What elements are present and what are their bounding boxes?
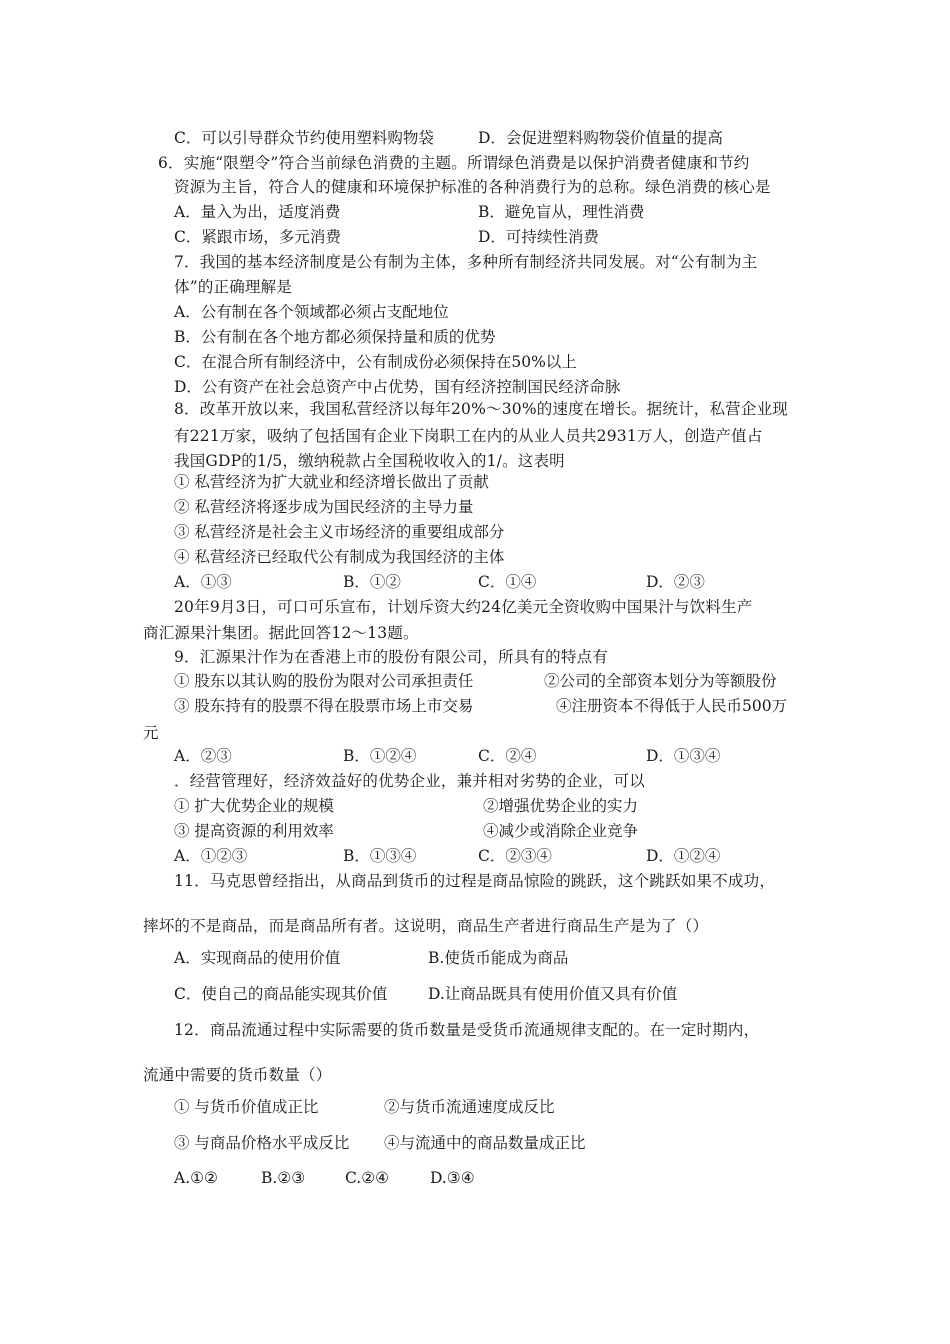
question-7-option-a: A．公有制在各个领域都必须占支配地位 — [174, 303, 449, 321]
question-10-option-d: D．①②④ — [646, 847, 721, 865]
question-9-stem: 9．汇源果汁作为在香港上市的股份有限公司，所具有的特点有 — [174, 648, 608, 666]
question-6-option-b: B．避免盲从，理性消费 — [478, 203, 645, 221]
question-7-option-d: D．公有资产在社会总资产中占优势，国有经济控制国民经济命脉 — [174, 378, 621, 396]
question-10-statement-4: ④减少或消除企业竞争 — [483, 822, 639, 840]
question-6-stem-line-1: 6．实施“限塑令”符合当前绿色消费的主题。所谓绿色消费是以保护消费者健康和节约 — [158, 154, 750, 172]
question-7-option-b: B．公有制在各个地方都必须保持量和质的优势 — [174, 328, 496, 346]
question-12-statement-1: ① 与货币价值成正比 — [174, 1098, 319, 1116]
question-10-option-c: C．②③④ — [478, 847, 552, 865]
question-12-option-a: A.①② — [174, 1169, 218, 1187]
question-8-statement-1: ① 私营经济为扩大就业和经济增长做出了贡献 — [174, 473, 489, 491]
question-12-statement-2: ②与货币流通速度成反比 — [384, 1098, 555, 1116]
question-9-statement-4: ④注册资本不得低于人民币500万 — [556, 697, 788, 715]
question-9-option-b: B．①②④ — [343, 747, 417, 765]
question-11-stem-line-2: 摔坏的不是商品，而是商品所有者。这说明，商品生产者进行商品生产是为了（） — [143, 917, 709, 935]
question-11-option-b: B.使货币能成为商品 — [428, 949, 569, 967]
question-6-option-a: A．量入为出，适度消费 — [174, 203, 341, 221]
question-6-option-d: D．可持续性消费 — [478, 228, 599, 246]
question-8-stem-line-3: 我国GDP的1/5，缴纳税款占全国税收收入的1/。这表明 — [174, 452, 565, 470]
question-8-statement-3: ③ 私营经济是社会主义市场经济的重要组成部分 — [174, 523, 505, 541]
question-6-stem-line-2: 资源为主旨，符合人的健康和环境保护标准的各种消费行为的总称。绿色消费的核心是 — [174, 178, 771, 196]
question-10-statement-2: ②增强优势企业的实力 — [483, 797, 639, 815]
question-10-statement-3: ③ 提高资源的利用效率 — [174, 822, 334, 840]
question-9-option-c: C．②④ — [478, 747, 537, 765]
question-8-stem-line-1: 8．改革开放以来，我国私营经济以每年20%～30%的速度在增长。据统计，私营企业现 — [174, 400, 788, 418]
question-12-stem-line-1: 12．商品流通过程中实际需要的货币数量是受货币流通规律支配的。在一定时期内， — [174, 1021, 760, 1039]
question-10-option-b: B．①③④ — [343, 847, 417, 865]
question-12-option-b: B.②③ — [261, 1169, 306, 1187]
question-10-statement-1: ① 扩大优势企业的规模 — [174, 797, 334, 815]
question-11-option-d: D.让商品既具有使用价值又具有价值 — [428, 985, 678, 1003]
question-9-statement-2: ②公司的全部资本划分为等额股份 — [544, 672, 777, 690]
option-d: D．会促进塑料购物袋价值量的提高 — [478, 129, 723, 147]
question-8-stem-line-2: 有221万家，吸纳了包括国有企业下岗职工在内的从业人员共2931万人，创造产值占 — [174, 427, 763, 445]
passage-line-2: 商汇源果汁集团。据此回答12～13题。 — [143, 624, 419, 642]
question-12-statement-4: ④与流通中的商品数量成正比 — [384, 1134, 586, 1152]
question-8-option-d: D．②③ — [646, 573, 705, 591]
question-8-option-b: B．①② — [343, 573, 401, 591]
question-11-option-a: A．实现商品的使用价值 — [174, 949, 341, 967]
passage-line-1: 20年9月3日，可口可乐宣布，计划斥资大约24亿美元全资收购中国果汁与饮料生产 — [174, 598, 753, 616]
question-12-option-c: C.②④ — [345, 1169, 390, 1187]
question-7-stem-line-2: 体”的正确理解是 — [174, 278, 293, 296]
question-12-statement-3: ③ 与商品价格水平成反比 — [174, 1134, 350, 1152]
question-10-stem: ．经营管理好，经济效益好的优势企业，兼并相对劣势的企业，可以 — [174, 772, 646, 790]
question-12-stem-line-2: 流通中需要的货币数量（） — [143, 1066, 332, 1084]
question-8-option-c: C．①④ — [478, 573, 537, 591]
question-9-statement-4-wrap: 元 — [143, 724, 159, 742]
question-8-option-a: A．①③ — [174, 573, 232, 591]
question-9-statement-3: ③ 股东持有的股票不得在股票市场上市交易 — [174, 697, 474, 715]
question-7-option-c: C．在混合所有制经济中，公有制成份必须保持在50%以上 — [174, 353, 577, 371]
question-9-statement-1: ① 股东以其认购的股份为限对公司承担责任 — [174, 672, 474, 690]
question-12-option-d: D.③④ — [430, 1169, 475, 1187]
question-8-statement-2: ② 私营经济将逐步成为国民经济的主导力量 — [174, 498, 474, 516]
question-10-option-a: A．①②③ — [174, 847, 248, 865]
option-c: C．可以引导群众节约使用塑料购物袋 — [174, 129, 434, 147]
question-11-option-c: C．使自己的商品能实现其价值 — [174, 985, 388, 1003]
question-8-statement-4: ④ 私营经济已经取代公有制成为我国经济的主体 — [174, 548, 505, 566]
question-11-stem-line-1: 11．马克思曾经指出，从商品到货币的过程是商品惊险的跳跃，这个跳跃如果不成功， — [174, 872, 776, 890]
question-9-option-a: A．②③ — [174, 747, 232, 765]
question-9-option-d: D．①③④ — [646, 747, 721, 765]
question-7-stem-line-1: 7．我国的基本经济制度是公有制为主体，多种所有制经济共同发展。对“公有制为主 — [174, 253, 758, 271]
question-6-option-c: C．紧跟市场，多元消费 — [174, 228, 341, 246]
